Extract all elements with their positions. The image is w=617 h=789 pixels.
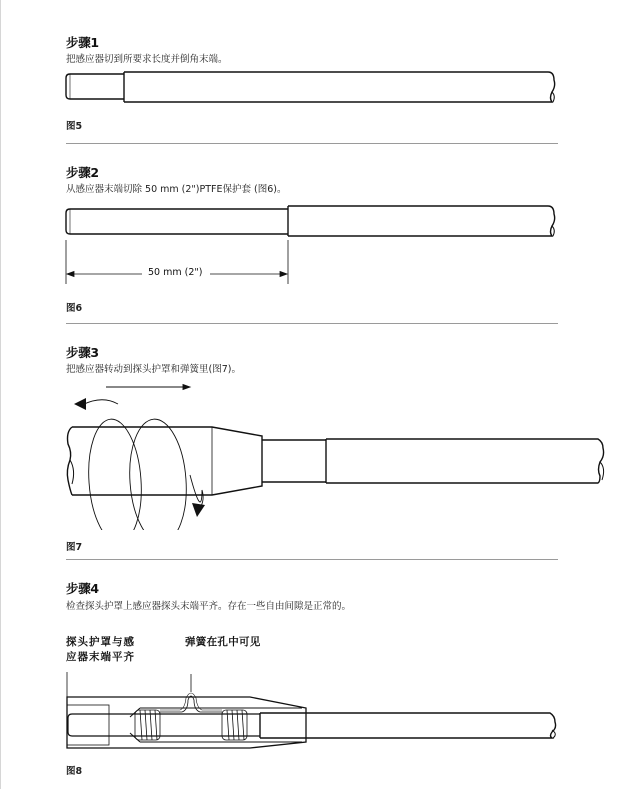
flush-callout-line-1: 探头护罩与感	[66, 636, 135, 648]
step-1-description: 把感应器切到所要求长度并倒角末端。	[66, 54, 228, 65]
divider	[66, 143, 558, 144]
dimension-label: 50 mm (2")	[145, 267, 205, 278]
figure-7-label: 图7	[66, 542, 83, 553]
step-4-title: 步骤4	[66, 581, 99, 596]
step-4-description: 检查探头护罩上感应器探头末端平齐。存在一些自由间隙是正常的。	[66, 601, 352, 612]
flush-callout-line-2: 应器末端平齐	[66, 651, 135, 663]
figure-5-sensor-chamfered	[0, 68, 617, 108]
step-2-title: 步骤2	[66, 165, 99, 180]
figure-7-twist-into-shield	[0, 380, 617, 530]
figure-5-label: 图5	[66, 121, 83, 132]
figure-8-label: 图8	[66, 766, 83, 777]
step-2-description: 从感应器末端切除 50 mm (2")PTFE保护套 (图6)。	[66, 184, 287, 195]
figure-8-flush-assembly	[0, 650, 617, 750]
step-3-description: 把感应器转动到探头护罩和弹簧里(图7)。	[66, 364, 241, 375]
spring-callout: 弹簧在孔中可见	[185, 636, 261, 648]
figure-6-label: 图6	[66, 303, 83, 314]
step-1-title: 步骤1	[66, 35, 99, 50]
divider	[66, 323, 558, 324]
figure-6-ptfe-stripped	[0, 200, 617, 285]
divider	[66, 559, 558, 560]
step-3-title: 步骤3	[66, 345, 99, 360]
